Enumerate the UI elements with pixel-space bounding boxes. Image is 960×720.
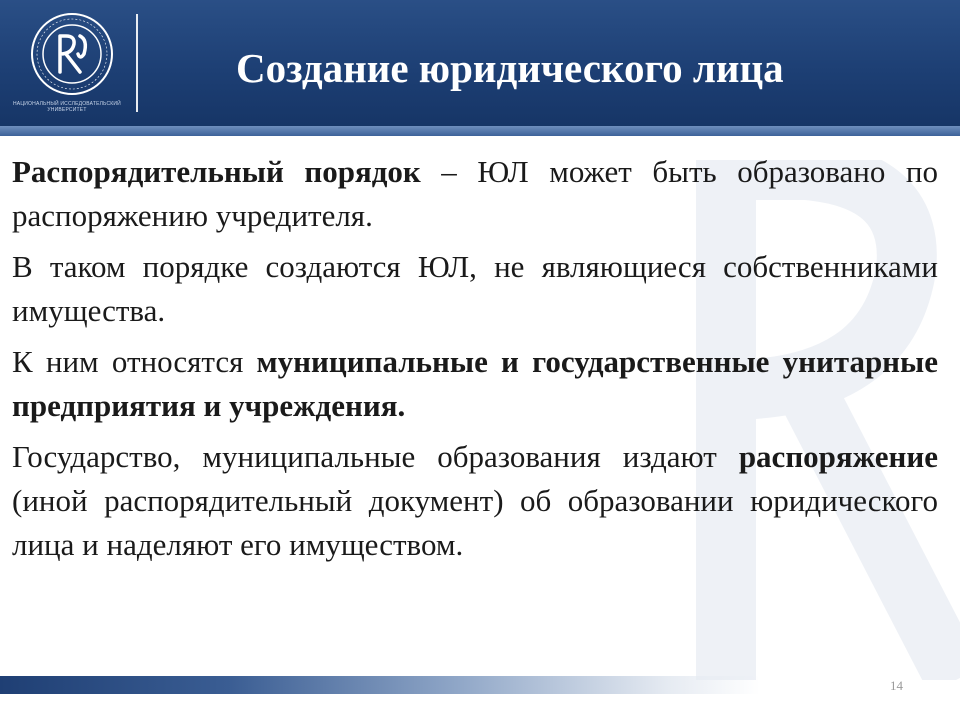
header-stripe [0,126,960,136]
examples-bold: муниципальные и государственные унитарные предприятия и учреждения. [12,344,939,423]
logo-caption: НАЦИОНАЛЬНЫЙ ИССЛЕДОВАТЕЛЬСКИЙ УНИВЕРСИТЕТ [13,101,121,113]
paragraph-non-owners [12,245,938,333]
slide-header [0,0,960,128]
header-divider [136,14,138,112]
term-administrative-order: Распорядительный порядок [12,154,421,189]
paragraph-state-order [12,435,938,567]
term-order: распоряжение [738,439,938,474]
page-number: 14 [890,678,903,693]
paragraph-order-definition [12,150,938,238]
slide-title: Создание юридического лица [236,45,784,91]
slide-body [12,150,938,574]
paragraph-examples [12,340,938,428]
state-order-lead: Государство, муниципальные образования издают [12,439,739,474]
state-order-rest: (иной распорядительный документ) об образовании юридического лица и наделяют его имуществом. [12,483,938,562]
footer-bar [0,676,760,694]
non-owners-text: В таком порядке создаются ЮЛ, не являющиеся собственниками имущества. [12,249,938,328]
order-definition-text: – ЮЛ может быть образовано по распоряжению учредителя. [12,154,938,233]
examples-lead: К ним относятся [12,344,257,379]
